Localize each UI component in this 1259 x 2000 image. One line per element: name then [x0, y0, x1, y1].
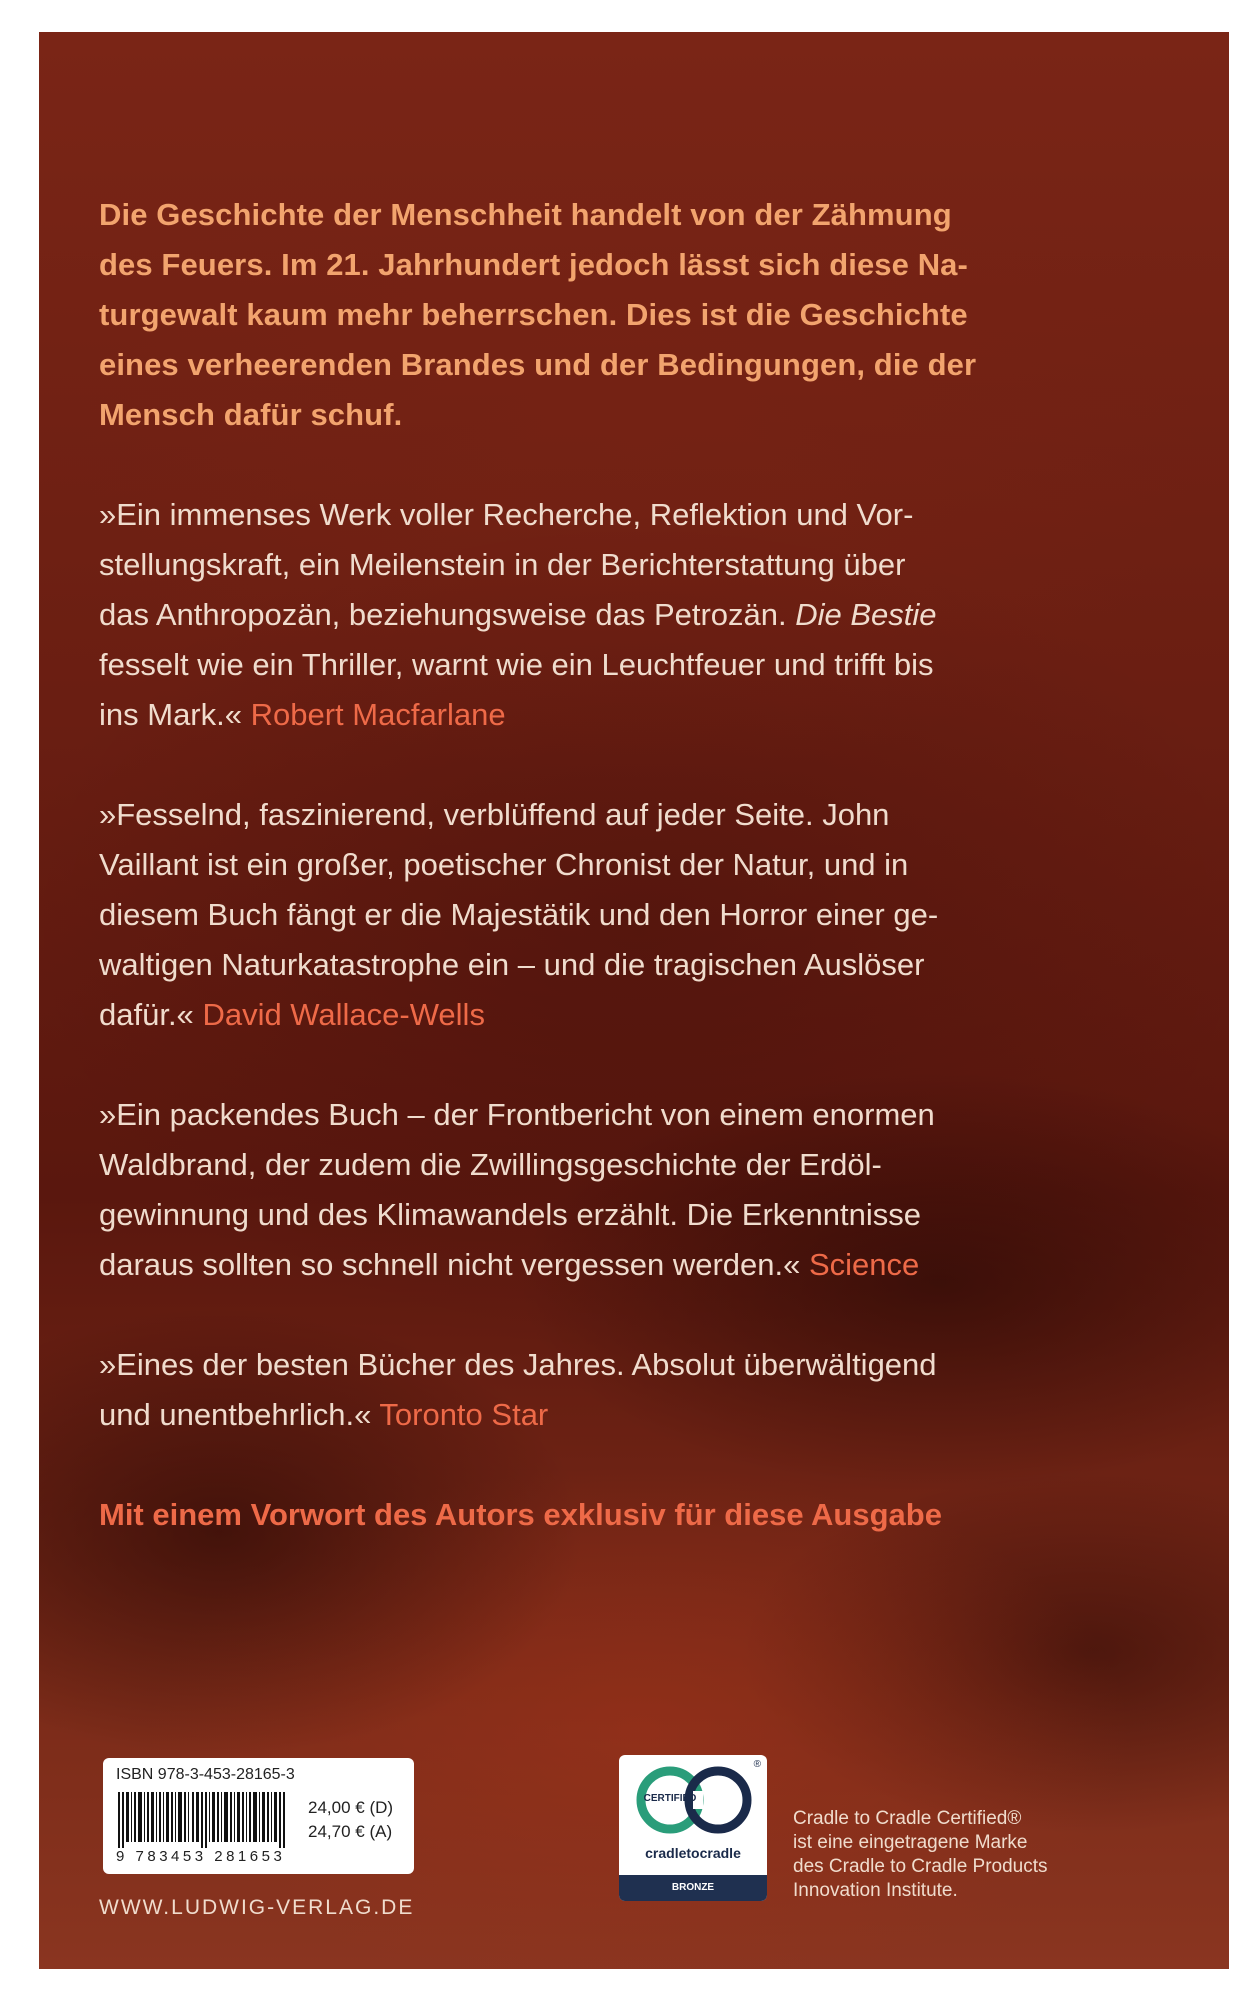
isbn-label: ISBN 978-3-453-28165-3	[116, 1766, 295, 1783]
badge-level: BRONZE	[619, 1875, 767, 1901]
quote-line: stellungskraft, ein Meilenstein in der Berichterstattung über	[99, 547, 906, 582]
intro-line: des Feuers. Im 21. Jahrhundert jedoch lässt sich diese Na-	[99, 247, 968, 282]
quote-line: Vaillant ist ein großer, poetischer Chronist der Natur, und in	[99, 847, 909, 882]
intro-line: eines verheerenden Brandes und der Bedingungen, die der	[99, 347, 977, 382]
quote-line: fesselt wie ein Thriller, warnt wie ein Leuchtfeuer und trifft bis	[99, 647, 934, 682]
quote-line: »Ein immenses Werk voller Recherche, Reflektion und Vor-	[99, 497, 914, 532]
quote-science	[99, 1090, 1131, 1290]
quote-source: Toronto Star	[379, 1397, 549, 1432]
price-germany: 24,00 € (D)	[308, 1798, 394, 1817]
price-austria: 24,70 € (A)	[308, 1822, 393, 1841]
quote-wallace-wells	[99, 790, 1131, 1040]
intro-line: turgewalt kaum mehr beherrschen. Dies ist die Geschichte	[99, 297, 968, 332]
quote-line: das Anthropozän, beziehungsweise das Petrozän.	[99, 597, 796, 632]
note-line: ist eine eingetragene Marke	[793, 1832, 1028, 1853]
publisher-website: WWW.LUDWIG-VERLAG.DE	[99, 1896, 415, 1919]
quote-line: und unentbehrlich.«	[99, 1397, 372, 1432]
barcode-digits: 9 783453 281653	[116, 1848, 286, 1865]
quote-source: David Wallace-Wells	[202, 997, 485, 1032]
quote-line: dafür.«	[99, 997, 194, 1032]
quote-line: Waldbrand, der zudem die Zwillingsgeschichte der Erdöl-	[99, 1147, 882, 1182]
badge-name: cradletocradle	[645, 1845, 741, 1861]
quote-toronto-star	[99, 1340, 1131, 1440]
barcode-icon	[118, 1792, 288, 1848]
quote-source: Robert Macfarlane	[250, 697, 506, 732]
cradle-to-cradle-note	[793, 1807, 1123, 1903]
note-line: des Cradle to Cradle Products	[793, 1856, 1048, 1877]
quote-source: Science	[808, 1247, 920, 1282]
intro-paragraph	[99, 190, 1131, 440]
book-title: Die Bestie	[795, 597, 937, 632]
quote-line: daraus sollten so schnell nicht vergessen werden.«	[99, 1247, 801, 1282]
intro-line: Die Geschichte der Menschheit handelt von der Zähmung	[99, 197, 952, 232]
note-line: Innovation Institute.	[793, 1880, 958, 1901]
quote-line: »Fesselnd, faszinierend, verblüffend auf jeder Seite. John	[99, 797, 890, 832]
badge-registered-mark: ®	[753, 1759, 761, 1770]
intro-line: Mensch dafür schuf.	[99, 397, 403, 432]
quote-line: »Ein packendes Buch – der Frontbericht von einem enormen	[99, 1097, 935, 1132]
quote-macfarlane	[99, 490, 1131, 740]
quote-line: gewinnung und des Klimawandels erzählt. Die Erkenntnisse	[99, 1197, 921, 1232]
foreword-note: Mit einem Vorwort des Autors exklusiv für diese Ausgabe	[99, 1497, 942, 1532]
quote-line: »Eines der besten Bücher des Jahres. Absolut überwältigend	[99, 1347, 937, 1382]
quote-line: diesem Buch fängt er die Majestätik und den Horror einer ge-	[99, 897, 939, 932]
badge-certified-label: CERTIFIED	[643, 1793, 697, 1804]
quote-line: ins Mark.«	[99, 697, 242, 732]
note-line: Cradle to Cradle Certified®	[793, 1808, 1022, 1829]
isbn-barcode-box	[103, 1758, 414, 1874]
cradle-to-cradle-badge	[619, 1755, 767, 1901]
quote-line: waltigen Naturkatastrophe ein – und die tragischen Auslöser	[99, 947, 925, 982]
